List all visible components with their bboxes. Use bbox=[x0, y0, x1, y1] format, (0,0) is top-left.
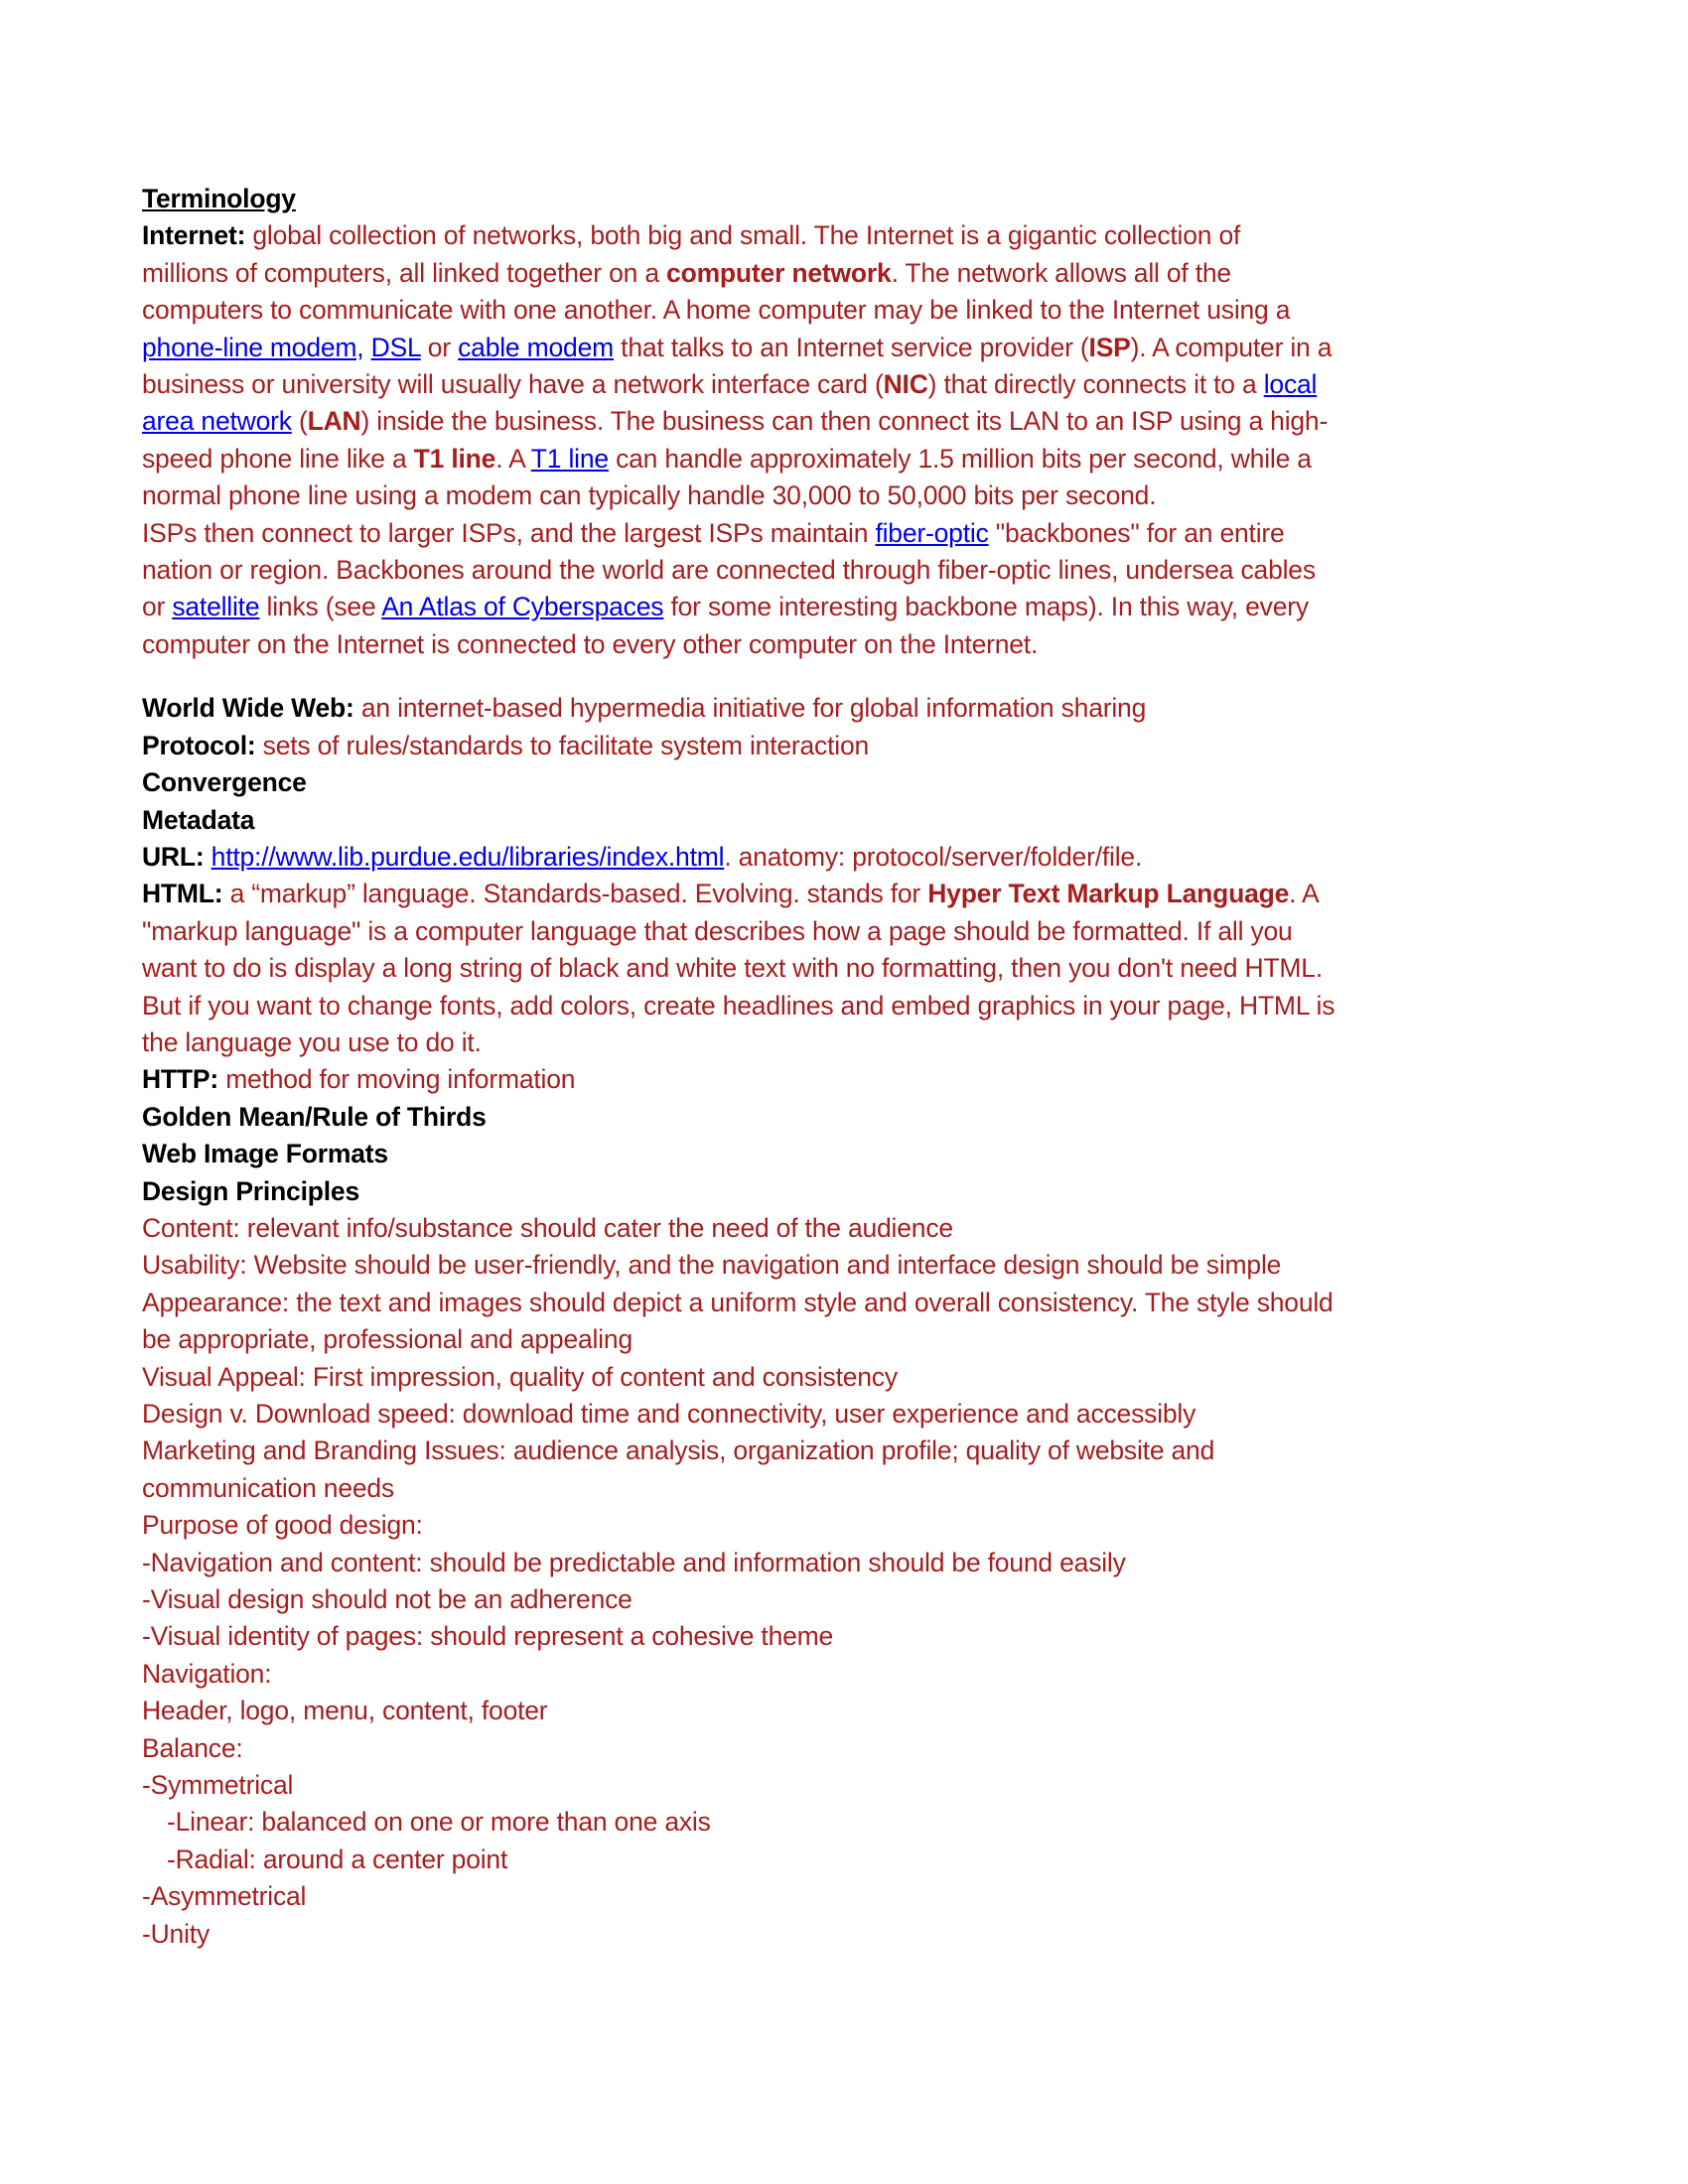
definition-text bbox=[363, 333, 370, 362]
term-label: Protocol: bbox=[142, 730, 263, 760]
text-line bbox=[142, 1767, 1577, 1804]
hyperlink[interactable]: An Atlas of Cyberspaces bbox=[381, 592, 664, 622]
definition-text: . A bbox=[495, 443, 531, 474]
definition-text: "backbones" for an entire bbox=[988, 517, 1285, 548]
definition-text: method for moving information bbox=[225, 1064, 576, 1095]
definition-text: ( bbox=[291, 406, 308, 437]
text-line bbox=[142, 1507, 1577, 1544]
text-line bbox=[142, 441, 1577, 478]
document-body bbox=[142, 181, 1577, 1953]
text-line bbox=[142, 366, 1577, 403]
hyperlink[interactable]: T1 line bbox=[530, 443, 609, 474]
definition-text: an internet-based hypermedia initiative for global information sharing bbox=[360, 693, 1147, 724]
definition-text: Balance: bbox=[142, 1732, 243, 1763]
term-label: Design Principles bbox=[142, 1175, 359, 1206]
text-line bbox=[142, 802, 1577, 839]
definition-text: -Navigation and content: should be predictable and information should be found easily bbox=[142, 1547, 1126, 1577]
definition-text: -Linear: balanced on one or more than one axis bbox=[167, 1807, 711, 1838]
definition-text: . anatomy: protocol/server/folder/file. bbox=[724, 841, 1143, 872]
definition-text: computers to communicate with one another. A home computer may be linked to the Internet using a bbox=[142, 295, 1291, 326]
term-label: Golden Mean/Rule of Thirds bbox=[142, 1101, 487, 1132]
term-label: URL: bbox=[142, 841, 211, 872]
definition-text: communication needs bbox=[142, 1472, 394, 1503]
text-line bbox=[142, 1173, 1577, 1210]
definition-text: But if you want to change fonts, add colors, create headlines and embed graphics in your page, HTML is bbox=[142, 990, 1336, 1021]
text-line bbox=[142, 728, 1577, 764]
text-line bbox=[142, 1285, 1577, 1321]
hyperlink[interactable]: satellite bbox=[172, 592, 260, 622]
definition-text: ) that directly connects it to a bbox=[927, 369, 1264, 400]
text-line bbox=[142, 1730, 1577, 1767]
definition-text: -Asymmetrical bbox=[142, 1881, 307, 1912]
definition-text: or bbox=[420, 332, 459, 362]
text-line bbox=[142, 876, 1577, 912]
definition-text: sets of rules/standards to facilitate system interaction bbox=[262, 730, 870, 760]
text-line bbox=[142, 1061, 1577, 1098]
definition-text: Content: relevant info/substance should cater the need of the audience bbox=[142, 1212, 953, 1243]
definition-text: Visual Appeal: First impression, quality of content and consistency bbox=[142, 1361, 898, 1392]
hyperlink[interactable]: area network bbox=[142, 406, 292, 437]
text-line bbox=[142, 626, 1577, 663]
text-line bbox=[142, 217, 1577, 254]
definition-text: be appropriate, professional and appealing bbox=[142, 1324, 633, 1355]
text-line bbox=[142, 764, 1577, 801]
definition-text: -Radial: around a center point bbox=[167, 1843, 508, 1874]
definition-text: speed phone line like a bbox=[142, 443, 414, 474]
text-line bbox=[142, 690, 1577, 727]
text-line bbox=[142, 589, 1577, 625]
term-label: Internet: bbox=[142, 220, 253, 251]
text-line bbox=[142, 1024, 1577, 1061]
term-label: Web Image Formats bbox=[142, 1139, 388, 1169]
hyperlink[interactable]: local bbox=[1263, 369, 1318, 400]
definition-text: T1 line bbox=[413, 443, 496, 474]
text-line bbox=[142, 403, 1577, 440]
text-line bbox=[142, 913, 1577, 950]
definition-text: -Unity bbox=[142, 1918, 211, 1949]
definition-text: that talks to an Internet service provider ( bbox=[614, 332, 1089, 362]
text-line bbox=[142, 1916, 1577, 1953]
definition-text: ). A computer in a bbox=[1130, 332, 1333, 362]
hyperlink[interactable]: http://www.lib.purdue.edu/libraries/index.html bbox=[211, 841, 725, 872]
definition-text: . The network allows all of the bbox=[891, 257, 1231, 288]
text-line bbox=[142, 1359, 1577, 1396]
text-line bbox=[142, 1210, 1577, 1247]
text-line bbox=[142, 292, 1577, 329]
definition-text: normal phone line using a modem can typically handle 30,000 to 50,000 bits per second. bbox=[142, 480, 1157, 511]
definition-text: Header, logo, menu, content, footer bbox=[142, 1696, 548, 1726]
definition-text: -Visual identity of pages: should represent a cohesive theme bbox=[142, 1621, 834, 1652]
definition-text: a “markup” language. Standards-based. Evolving. stands for bbox=[229, 879, 928, 909]
text-line bbox=[142, 1099, 1577, 1136]
definition-text: computer network bbox=[666, 257, 892, 288]
text-line bbox=[142, 1433, 1577, 1469]
hyperlink[interactable]: DSL bbox=[370, 332, 421, 362]
definition-text: Design v. Download speed: download time and connectivity, user experience and accessibly bbox=[142, 1399, 1196, 1429]
text-line bbox=[142, 950, 1577, 987]
definition-text: ) inside the business. The business can then connect its LAN to an ISP using a high- bbox=[360, 406, 1329, 437]
definition-text: or bbox=[142, 592, 173, 622]
definition-text: Navigation: bbox=[142, 1658, 272, 1689]
definition-text: -Symmetrical bbox=[142, 1770, 294, 1801]
definition-text: -Visual design should not be an adherence bbox=[142, 1584, 633, 1615]
definition-text: Purpose of good design: bbox=[142, 1510, 423, 1541]
term-label: HTTP: bbox=[142, 1064, 226, 1095]
text-line bbox=[142, 181, 1577, 217]
text-line bbox=[142, 1247, 1577, 1284]
definition-text: millions of computers, all linked together on a bbox=[142, 257, 667, 288]
definition-text: NIC bbox=[883, 369, 928, 400]
text-line bbox=[142, 1545, 1577, 1581]
term-label: HTML: bbox=[142, 879, 230, 909]
definition-text: the language you use to do it. bbox=[142, 1026, 482, 1057]
definition-text: Appearance: the text and images should depict a uniform style and overall consistency. The style should bbox=[142, 1287, 1334, 1317]
text-line bbox=[142, 255, 1577, 292]
definition-text: Usability: Website should be user-friendly, and the navigation and interface design should be simple bbox=[142, 1250, 1282, 1281]
definition-text: "markup language" is a computer language that describes how a page should be formatted. If all you bbox=[142, 915, 1293, 946]
definition-text: links (see bbox=[259, 592, 382, 622]
text-line bbox=[142, 1136, 1577, 1172]
text-line bbox=[142, 330, 1577, 366]
text-line bbox=[142, 1878, 1577, 1915]
hyperlink[interactable]: fiber-optic bbox=[875, 517, 989, 548]
definition-text: global collection of networks, both big and small. The Internet is a gigantic collection of bbox=[252, 220, 1241, 251]
text-line bbox=[142, 839, 1577, 876]
text-line bbox=[142, 515, 1577, 552]
hyperlink[interactable]: cable modem bbox=[458, 332, 614, 362]
text-line bbox=[142, 988, 1577, 1024]
section-heading: Terminology bbox=[142, 184, 296, 213]
definition-text: nation or region. Backbones around the world are connected through fiber-optic lines, undersea cables bbox=[142, 555, 1316, 586]
text-line bbox=[142, 1396, 1577, 1433]
definition-text: Marketing and Branding Issues: audience analysis, organization profile; quality of website and bbox=[142, 1435, 1215, 1466]
text-line bbox=[142, 1618, 1577, 1655]
definition-text: can handle approximately 1.5 million bits per second, while a bbox=[608, 443, 1312, 474]
text-line bbox=[142, 1804, 1577, 1841]
definition-text: computer on the Internet is connected to every other computer on the Internet. bbox=[142, 628, 1039, 659]
term-label: Metadata bbox=[142, 804, 255, 835]
term-label: World Wide Web: bbox=[142, 693, 361, 724]
text-line bbox=[142, 1321, 1577, 1358]
text-line bbox=[142, 1470, 1577, 1507]
text-line bbox=[142, 1842, 1577, 1878]
hyperlink[interactable]: phone-line modem, bbox=[142, 332, 364, 362]
text-line bbox=[142, 552, 1577, 589]
definition-text: Hyper Text Markup Language bbox=[927, 879, 1290, 909]
text-line bbox=[142, 478, 1577, 514]
text-line bbox=[142, 1581, 1577, 1618]
definition-text: ISPs then connect to larger ISPs, and the largest ISPs maintain bbox=[142, 517, 876, 548]
text-line bbox=[142, 1693, 1577, 1729]
definition-text: ISP bbox=[1088, 332, 1131, 362]
definition-text: . A bbox=[1289, 879, 1320, 909]
term-label: Convergence bbox=[142, 767, 307, 798]
definition-text: business or university will usually have a network interface card ( bbox=[142, 369, 884, 400]
definition-text: LAN bbox=[307, 406, 361, 437]
definition-text: want to do is display a long string of black and white text with no formatting, then you don't need HTML. bbox=[142, 953, 1324, 984]
definition-text: for some interesting backbone maps). In this way, every bbox=[663, 592, 1309, 622]
text-line bbox=[142, 1656, 1577, 1693]
